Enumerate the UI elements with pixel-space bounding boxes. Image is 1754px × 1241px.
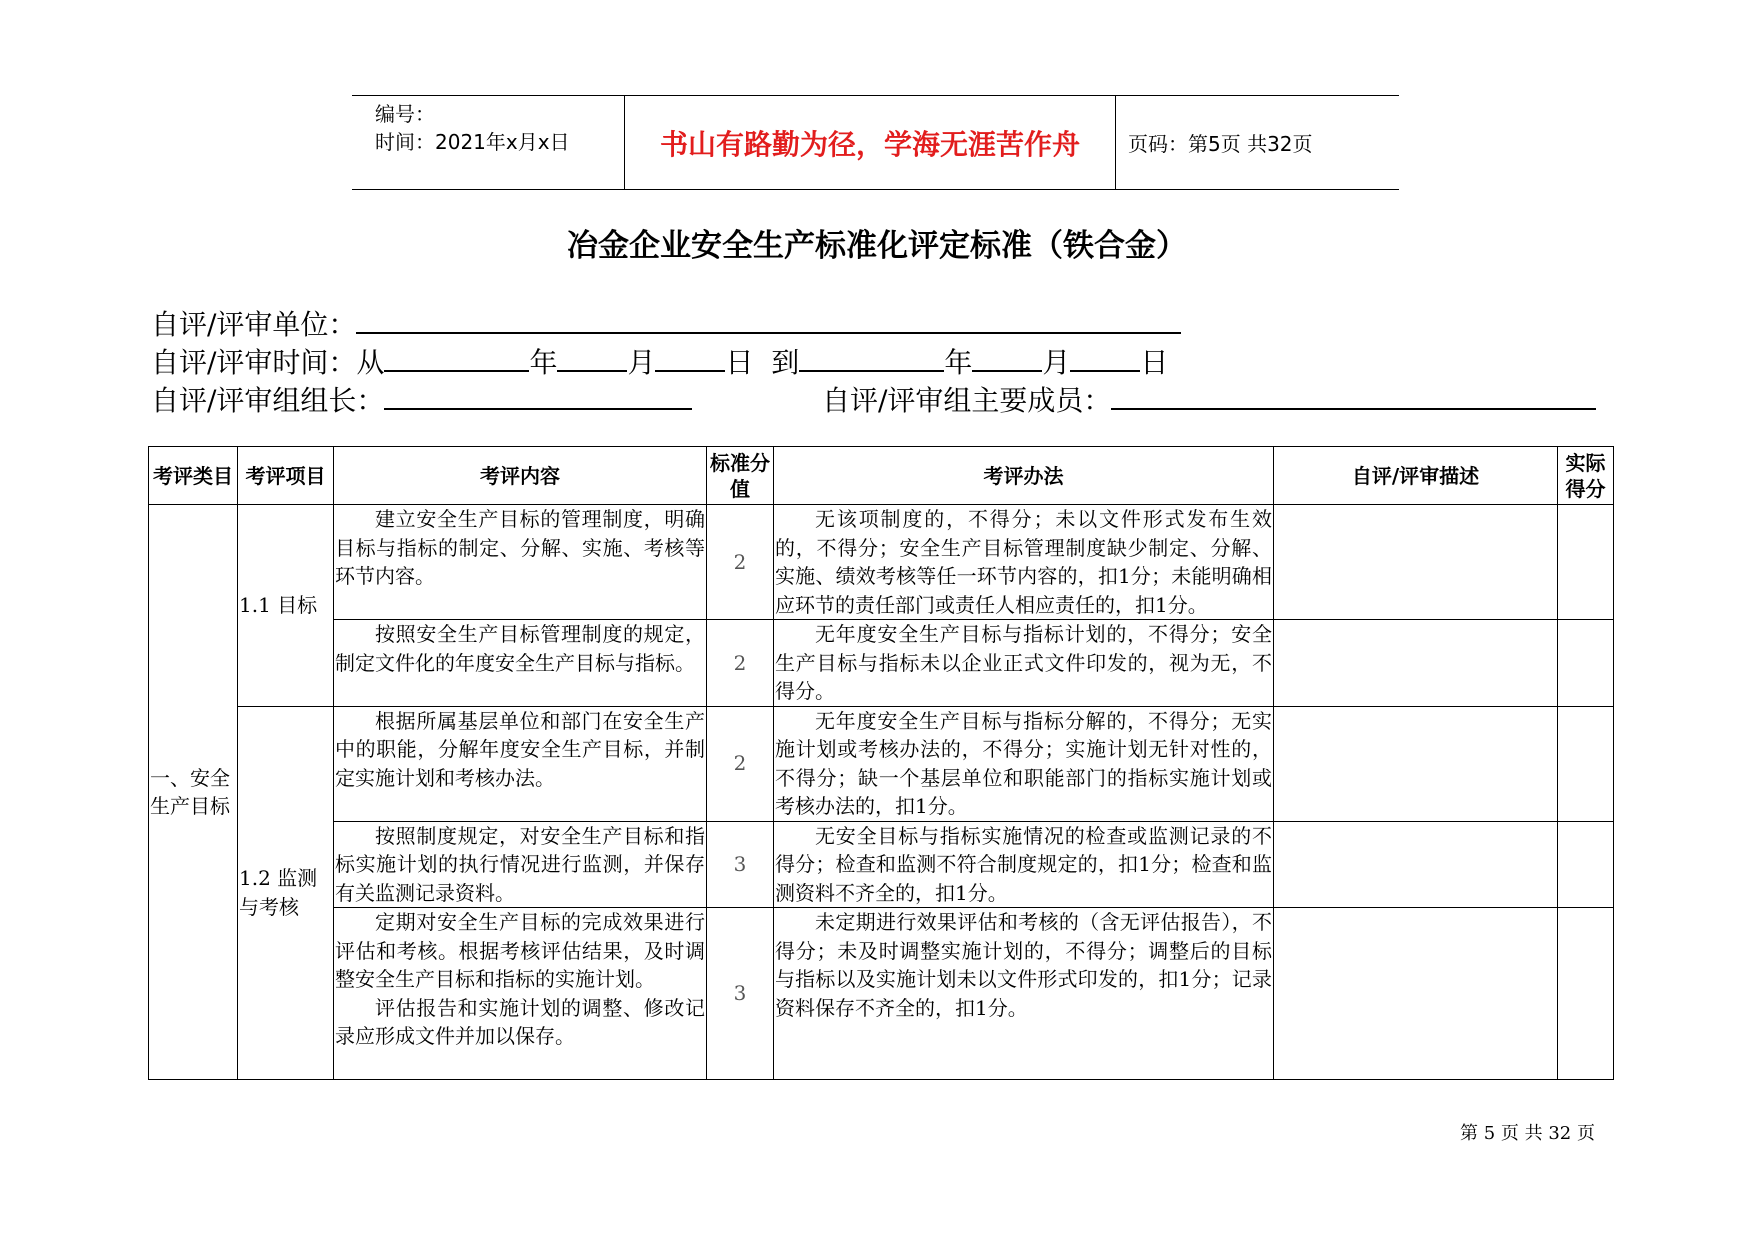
table-row [149, 706, 1614, 821]
time-label: 时间：2021年x月x日 [375, 130, 570, 154]
actual-score-cell[interactable] [1558, 821, 1614, 908]
month-label: 月 [627, 346, 656, 379]
desc-cell[interactable] [1274, 706, 1558, 821]
header-actual: 实际得分 [1558, 447, 1614, 505]
content-cell: 建立安全生产目标的管理制度，明确目标与指标的制定、分解、实施、考核等环节内容。 [334, 505, 707, 620]
to-day-blank[interactable] [1070, 340, 1140, 372]
unit-label: 自评/评审单位： [151, 308, 357, 341]
members-blank[interactable] [1111, 378, 1596, 410]
method-cell: 无该项制度的，不得分；未以文件形式发布生效的，不得分；安全生产目标管理制度缺少制定、分解、实施、绩效考核等任一环节内容的，扣1分；未能明确相应环节的责任部门或责任人相应责任的，扣1分。 [774, 505, 1274, 620]
table-header-row [149, 447, 1614, 505]
header-category: 考评类目 [149, 447, 238, 505]
header-content: 考评内容 [334, 447, 707, 505]
desc-cell[interactable] [1274, 620, 1558, 707]
score-cell: 3 [707, 821, 774, 908]
from-month-blank[interactable] [557, 340, 627, 372]
score-cell: 2 [707, 505, 774, 620]
leader-label: 自评/评审组组长： [151, 384, 385, 417]
day-label-2: 日 [1140, 346, 1169, 379]
score-cell: 2 [707, 620, 774, 707]
to-label: 到 [771, 346, 800, 379]
score-cell: 2 [707, 706, 774, 821]
actual-score-cell[interactable] [1558, 706, 1614, 821]
content-cell: 按照安全生产目标管理制度的规定，制定文件化的年度安全生产目标与指标。 [334, 620, 707, 707]
page-info: 页码：第5页 共32页 [1128, 132, 1313, 156]
table-row [149, 505, 1614, 620]
method-cell: 无年度安全生产目标与指标分解的，不得分；无实施计划或考核办法的，不得分；实施计划无针对性的，不得分；缺一个基层单位和职能部门的指标实施计划或考核办法的，扣1分。 [774, 706, 1274, 821]
category-cell: 一、安全生产目标 [149, 505, 238, 1080]
score-cell: 3 [707, 908, 774, 1080]
content-paragraph: 定期对安全生产目标的完成效果进行评估和考核。根据考核评估结果，及时调整安全生产目标和指标的实施计划。 [335, 910, 705, 991]
members-label: 自评/评审组主要成员： [822, 384, 1112, 417]
year-label-2: 年 [944, 346, 973, 379]
from-year-blank[interactable] [384, 340, 529, 372]
item-cell-2: 1.2 监测与考核 [238, 706, 334, 1080]
actual-score-cell[interactable] [1558, 620, 1614, 707]
leader-blank[interactable] [384, 378, 692, 410]
content-cell [334, 908, 707, 1080]
header-item: 考评项目 [238, 447, 334, 505]
day-label: 日 [725, 346, 754, 379]
content-paragraph: 评估报告和实施计划的调整、修改记录应形成文件并加以保存。 [335, 995, 705, 1048]
actual-score-cell[interactable] [1558, 505, 1614, 620]
members-line [822, 378, 1596, 419]
header-method: 考评办法 [774, 447, 1274, 505]
table-row [149, 620, 1614, 707]
time-line [151, 340, 1168, 381]
evaluation-table [148, 446, 1614, 1080]
time-range-label: 自评/评审时间：从 [151, 346, 385, 379]
content-cell: 根据所属基层单位和部门在安全生产中的职能，分解年度安全生产目标，并制定实施计划和考核办法。 [334, 706, 707, 821]
unit-line [151, 302, 1181, 343]
page-footer: 第 5 页 共 32 页 [1460, 1123, 1595, 1144]
from-day-blank[interactable] [655, 340, 725, 372]
desc-cell[interactable] [1274, 908, 1558, 1080]
document-title: 冶金企业安全生产标准化评定标准（铁合金） [567, 228, 1187, 264]
unit-blank[interactable] [356, 302, 1181, 334]
year-label: 年 [529, 346, 558, 379]
header-left-cell [352, 96, 625, 189]
document-header [352, 95, 1399, 190]
method-cell: 无安全目标与指标实施情况的检查或监测记录的不得分；检查和监测不符合制度规定的，扣1分；检查和监测资料不齐全的，扣1分。 [774, 821, 1274, 908]
month-label-2: 月 [1042, 346, 1071, 379]
header-desc: 自评/评审描述 [1274, 447, 1558, 505]
method-cell: 未定期进行效果评估和考核的（含无评估报告），不得分；未及时调整实施计划的，不得分；调整后的目标与指标以及实施计划未以文件形式印发的，扣1分；记录资料保存不齐全的，扣1分。 [774, 908, 1274, 1080]
desc-cell[interactable] [1274, 505, 1558, 620]
to-year-blank[interactable] [799, 340, 944, 372]
to-month-blank[interactable] [972, 340, 1042, 372]
header-score: 标准分值 [707, 447, 774, 505]
code-label: 编号： [375, 102, 435, 126]
method-cell: 无年度安全生产目标与指标计划的，不得分；安全生产目标与指标未以企业正式文件印发的，视为无，不得分。 [774, 620, 1274, 707]
item-cell-1: 1.1 目标 [238, 505, 334, 707]
content-cell: 按照制度规定，对安全生产目标和指标实施计划的执行情况进行监测，并保存有关监测记录资料。 [334, 821, 707, 908]
motto: 书山有路勤为径，学海无涯苦作舟 [625, 96, 1116, 189]
desc-cell[interactable] [1274, 821, 1558, 908]
leader-line [151, 378, 692, 419]
table-row [149, 821, 1614, 908]
actual-score-cell[interactable] [1558, 908, 1614, 1080]
table-row [149, 908, 1614, 1080]
